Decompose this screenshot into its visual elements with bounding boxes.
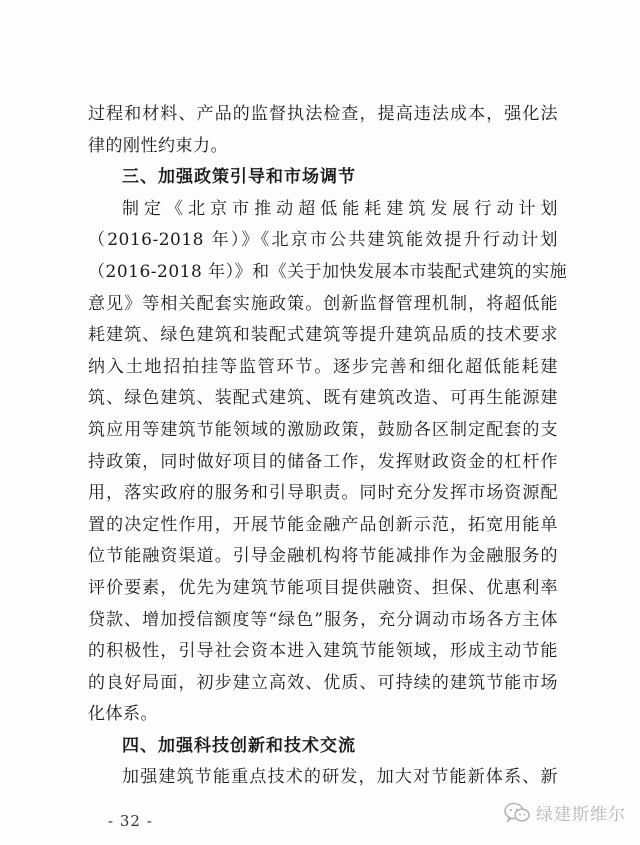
text-line: 过程和材料、产品的监督执法检查，提高违法成本，强化法 — [88, 104, 558, 124]
text-line: 加强建筑节能重点技术的研发，加大对节能新体系、新 — [122, 767, 558, 788]
text-line: 纳入土地招拍挂等监管环节。逐步完善和细化超低能耗建 — [88, 356, 558, 377]
text-line: 的积极性，引导社会资本进入建筑节能领域，形成主动节能 — [88, 641, 558, 662]
text-line: 律的刚性约束力。 — [88, 135, 228, 156]
text-line: 制定《北京市推动超低能耗建筑发展行动计划 — [122, 198, 558, 219]
text-line: 意见》等相关配套实施政策。创新监督管理机制，将超低能 — [88, 293, 558, 314]
text-line: 化体系。 — [88, 704, 158, 725]
watermark-text: 绿建斯维尔 — [536, 805, 626, 825]
document-body — [88, 99, 568, 794]
text-line: 筑、绿色建筑、装配式建筑、既有建筑改造、可再生能源建 — [88, 388, 558, 409]
text-line: 贷款、增加授信额度等“绿色”服务，充分调动市场各方主体 — [88, 609, 558, 630]
text-line: 置的决定性作用，开展节能金融产品创新示范，拓宽用能单 — [88, 514, 558, 535]
wechat-icon — [504, 802, 530, 824]
text-line: 持政策，同时做好项目的储备工作，发挥财政资金的杠杆作 — [88, 451, 558, 472]
text-line: 位节能融资渠道。引导金融机构将节能减排作为金融服务的 — [88, 546, 558, 567]
section-heading: 三、加强政策引导和市场调节 — [122, 167, 356, 188]
text-line: 耗建筑、绿色建筑和装配式建筑等提升建筑品质的技术要求 — [88, 325, 558, 346]
text-line: 评价要素，优先为建筑节能项目提供融资、担保、优惠利率 — [88, 577, 558, 598]
text-line: （2016-2018 年）》《北京市公共建筑能效提升行动计划 — [88, 230, 558, 251]
page-number: - 32 - — [108, 812, 153, 830]
text-line: 用，落实政府的服务和引导职责。同时充分发挥市场资源配 — [88, 483, 558, 504]
text-line: 的良好局面，初步建立高效、优质、可持续的建筑节能市场 — [88, 672, 558, 693]
text-line: 筑应用等建筑节能领域的激励政策，鼓励各区制定配套的支 — [88, 419, 558, 440]
watermark — [504, 800, 626, 825]
text-line: （2016-2018 年）》和《关于加快发展本市装配式建筑的实施 — [88, 261, 568, 282]
section-heading: 四、加强科技创新和技术交流 — [122, 735, 356, 756]
